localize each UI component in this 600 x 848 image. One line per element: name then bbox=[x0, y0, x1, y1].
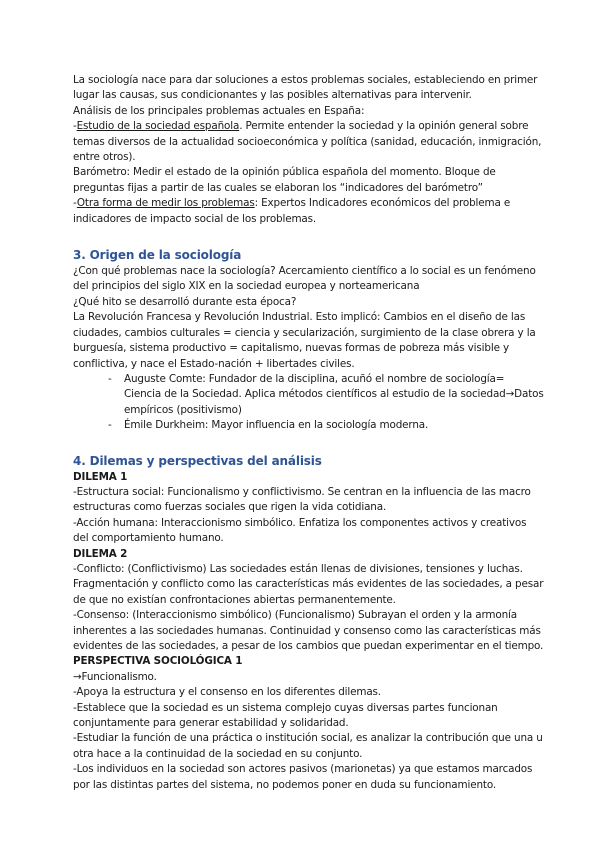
bullet-text: Émile Durkheim: Mayor influencia en la sociología moderna. bbox=[124, 419, 429, 432]
perspectiva-1-line-4: -Estudiar la función de una práctica o institución social, es analizar la contribución que una u otra hace a la continuidad de la sociedad en su conjunto. bbox=[73, 732, 543, 760]
perspectiva-1-line-5: -Los individuos en la sociedad son actores pasivos (marionetas) ya que estamos marcados por las distintas partes del sistema, no podemos poner en duda su funcionamiento. bbox=[73, 763, 533, 791]
section-3-bullet-list bbox=[73, 372, 544, 434]
bullet-text: Auguste Comte: Fundador de la disciplina, acuñó el nombre de sociología= Ciencia de la Sociedad. Aplica métodos científicos al estudio de la sociedad→Datos empíricos (positivismo) bbox=[124, 372, 544, 416]
perspectiva-1-line-2: -Apoya la estructura y el consenso en los diferentes dilemas. bbox=[73, 686, 381, 699]
dilema-1-line-1: -Estructura social: Funcionalismo y conflictivismo. Se centran en la influencia de las macro estructuras como fuerzas sociales que rigen la vida cotidiana. bbox=[73, 485, 531, 514]
dilema-1-title: DILEMA 1 bbox=[73, 470, 128, 483]
bullet-comte bbox=[108, 372, 544, 418]
study-item-text: . Permite entender la sociedad y la opinión general sobre temas diversos de la actualidad socioeconómica y política (sanidad, educación, inmigración, entre otros). bbox=[73, 120, 542, 164]
section-3-question-2: ¿Qué hito se desarrolló durante esta época? bbox=[73, 295, 297, 308]
perspectiva-1-title: PERSPECTIVA SOCIOLÓGICA 1 bbox=[73, 655, 243, 668]
dilema-2-line-2: -Consenso: (Interaccionismo simbólico) (Funcionalismo) Subrayan el orden y la armonía inherentes a las sociedades humanas. Continuidad y consenso como las características más evidentes de las sociedades, a pesar de los cambios que puedan experimentar en el tiempo. bbox=[73, 609, 544, 652]
measure-item bbox=[73, 196, 544, 227]
analysis-heading: Análisis de los principales problemas actuales en España: bbox=[73, 104, 365, 117]
section-4-heading: 4. Dilemas y perspectivas del análisis bbox=[73, 453, 322, 468]
section-3-question-1: ¿Con qué problemas nace la sociología? Acercamiento científico a lo social es un fenómeno del principios del siglo XIX en la sociedad europea y norteamericana bbox=[73, 265, 536, 293]
bullet-durkheim bbox=[108, 418, 544, 433]
measure-item-text: : Expertos Indicadores económicos del problema e indicadores de impacto social de los problemas. bbox=[73, 197, 511, 225]
section-3-heading: 3. Origen de la sociología bbox=[73, 248, 242, 263]
dilema-2-title: DILEMA 2 bbox=[73, 547, 128, 560]
bullet-dash: - bbox=[108, 372, 112, 385]
measure-item-underlined: Otra forma de medir los problemas bbox=[76, 197, 255, 210]
study-item-underlined: Estudio de la sociedad española bbox=[76, 120, 240, 133]
perspectiva-1-line-1: →Funcionalismo. bbox=[73, 670, 157, 683]
dilema-2-line-1: -Conflicto: (Conflictivismo) Las sociedades están llenas de divisiones, tensiones y luchas. Fragmentación y conflicto como las características más evidentes de las sociedades, a pesar de que no existían confrontaciones abiertas permanentemente. bbox=[73, 562, 544, 606]
barometro-paragraph: Barómetro: Medir el estado de la opinión pública española del momento. Bloque de preguntas fijas a partir de las cuales se elaboran los “indicadores del barómetro” bbox=[73, 166, 496, 194]
measure-item-dash: - bbox=[73, 197, 77, 210]
dilema-1-line-2: -Acción humana: Interaccionismo simbólico. Enfatiza los componentes activos y creativos del comportamiento humano. bbox=[73, 516, 527, 545]
intro-paragraph: La sociología nace para dar soluciones a estos problemas sociales, estableciendo en primer lugar las causas, sus condicionantes y las posibles alternativas para intervenir. bbox=[73, 74, 538, 102]
perspectiva-1-line-3: -Establece que la sociedad es un sistema complejo cuyas diversas partes funcionan conjuntamente para generar estabilidad y solidaridad. bbox=[73, 701, 498, 730]
bullet-dash: - bbox=[108, 419, 112, 432]
study-item bbox=[73, 119, 544, 165]
section-3-paragraph: La Revolución Francesa y Revolución Industrial. Esto implicó: Cambios en el diseño de las ciudades, cambios culturales = ciencia y secularización, surgimiento de la clase obrera y la burguesía, sistema productivo = capitalismo, nuevas formas de pobreza más visible y conflictiva, y nace el Estado-nación + libertades civiles. bbox=[73, 311, 536, 370]
study-item-dash: - bbox=[73, 120, 77, 133]
